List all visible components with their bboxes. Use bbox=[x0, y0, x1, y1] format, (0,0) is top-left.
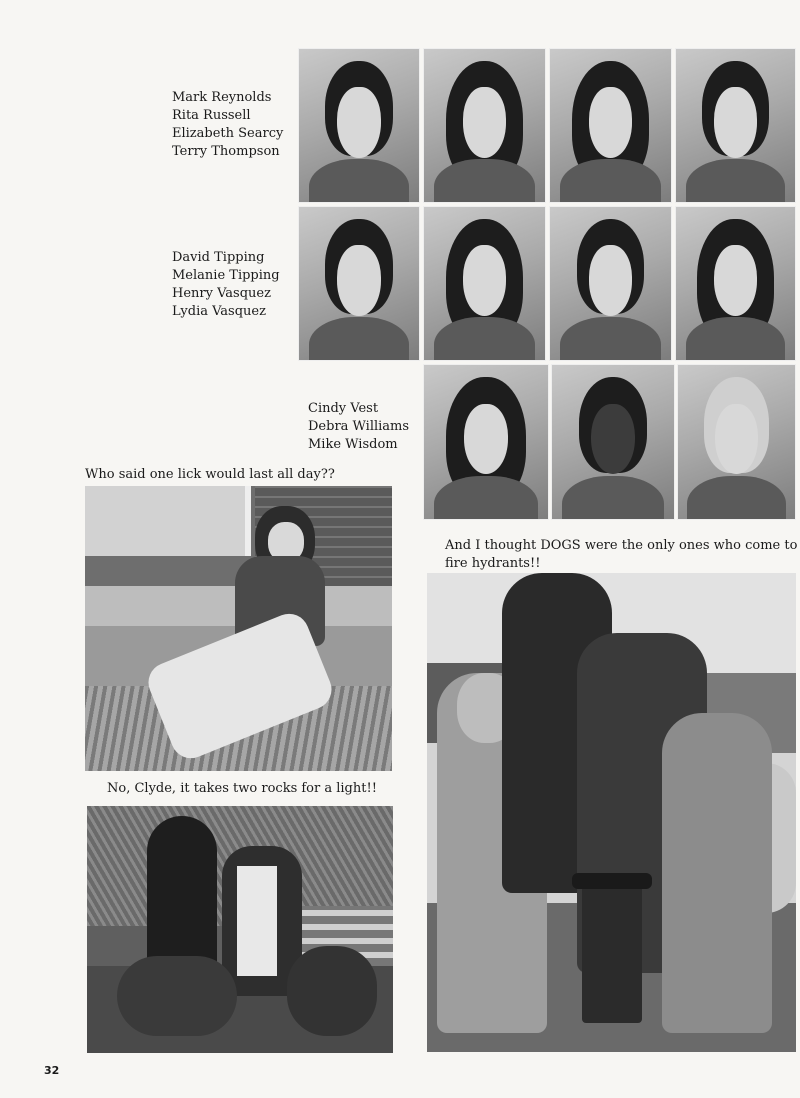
portrait-photo bbox=[423, 364, 549, 520]
photo-caption: Who said one lick would last all day?? bbox=[85, 467, 335, 482]
portrait-photo bbox=[423, 48, 546, 203]
name-list-row-2 bbox=[172, 249, 280, 321]
student-name: Melanie Tipping bbox=[172, 268, 280, 283]
student-name: Mark Reynolds bbox=[172, 90, 272, 105]
candid-photo-fire-hydrant bbox=[427, 573, 796, 1052]
photo-caption bbox=[445, 537, 797, 573]
candid-photo-rocks bbox=[87, 806, 393, 1053]
student-name: Rita Russell bbox=[172, 108, 251, 123]
portrait-photo bbox=[298, 48, 420, 203]
photo-caption: No, Clyde, it takes two rocks for a light!! bbox=[107, 781, 377, 796]
student-name: Debra Williams bbox=[308, 419, 410, 434]
portrait-photo bbox=[675, 48, 796, 203]
caption-line: And I thought DOGS were the only ones who come to bbox=[445, 538, 798, 553]
student-name: Elizabeth Searcy bbox=[172, 126, 284, 141]
portrait-photo bbox=[298, 206, 420, 361]
portrait-photo bbox=[423, 206, 546, 361]
name-list-row-1 bbox=[172, 89, 283, 161]
name-list-row-3 bbox=[308, 400, 409, 454]
candid-photo-ice-cream bbox=[85, 486, 392, 771]
portrait-photo bbox=[551, 364, 675, 520]
student-name: Cindy Vest bbox=[308, 401, 379, 416]
portrait-photo bbox=[677, 364, 796, 520]
page-number: 32 bbox=[44, 1064, 60, 1077]
student-name: Henry Vasquez bbox=[172, 286, 271, 301]
student-name: Mike Wisdom bbox=[308, 437, 398, 452]
portrait-photo bbox=[549, 48, 672, 203]
student-name: Terry Thompson bbox=[172, 144, 280, 159]
student-name: David Tipping bbox=[172, 250, 265, 265]
portrait-photo bbox=[549, 206, 672, 361]
student-name: Lydia Vasquez bbox=[172, 304, 266, 319]
caption-line: fire hydrants!! bbox=[445, 556, 541, 571]
portrait-photo bbox=[675, 206, 796, 361]
